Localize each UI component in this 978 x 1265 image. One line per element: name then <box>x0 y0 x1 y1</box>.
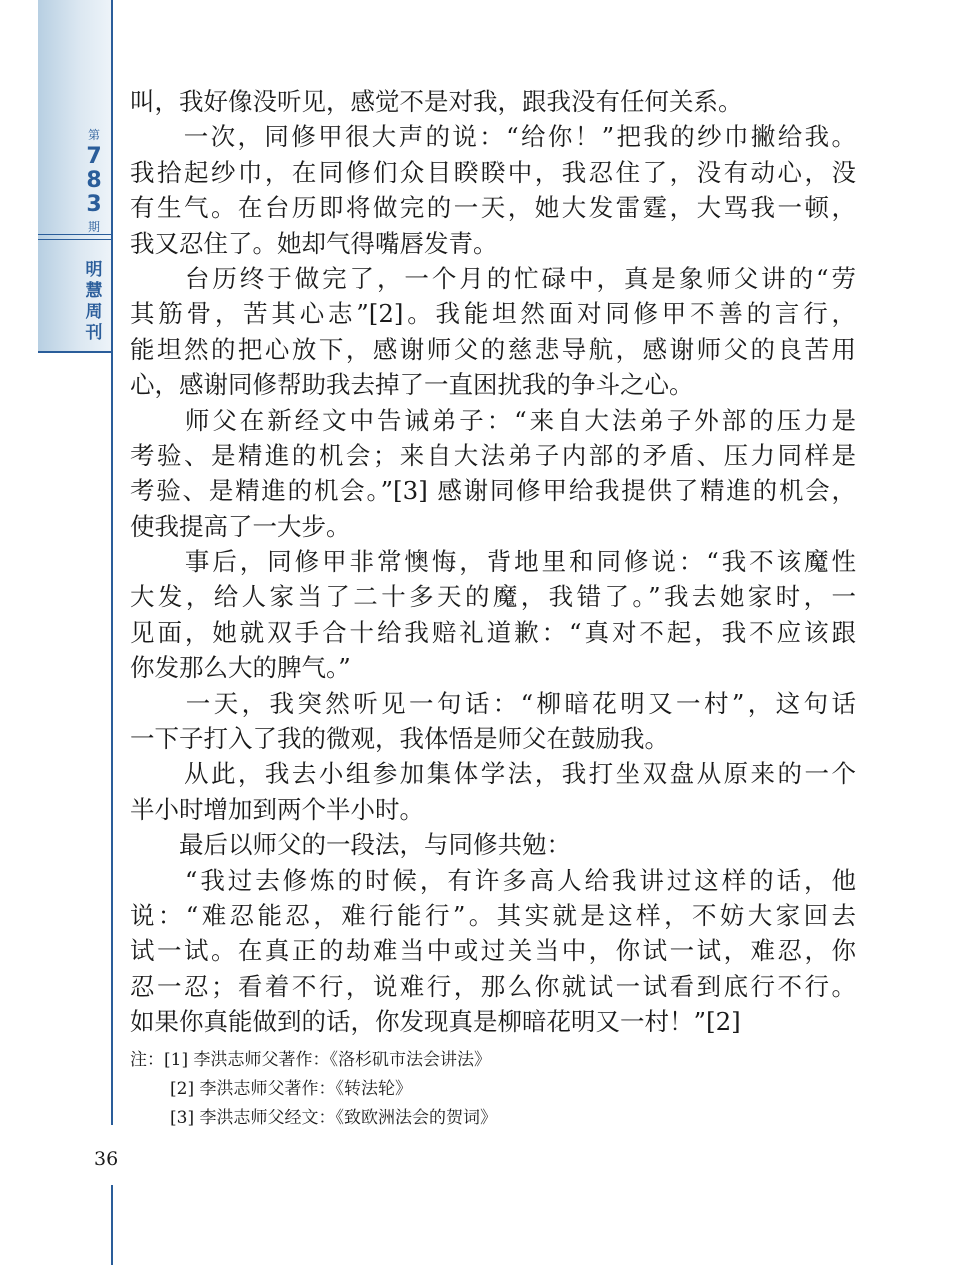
body-line: 一下子打入了我的微观，我体悟是师父在鼓励我。 <box>130 724 669 754</box>
body-line: 你发那么大的脾气。” <box>130 653 351 683</box>
body-line: 一天，我突然听见一句话：“柳暗花明又一村”，这句话 <box>130 688 856 718</box>
footnote: [2] 李洪志师父著作：《转法轮》 <box>170 1079 412 1099</box>
body-line: 叫，我好像没听见，感觉不是对我，跟我没有任何关系。 <box>130 87 743 116</box>
body-line: 如果你真能做到的话，你发现真是柳暗花明又一村！”[2] <box>130 1007 741 1037</box>
body-line: 台历终于做完了，一个月的忙碌中，真是象师父讲的“劳 <box>130 263 856 293</box>
body-line: 试一试。在真正的劫难当中或过关当中，你试一试，难忍，你 <box>130 936 856 966</box>
body-line: 我拾起纱巾，在同修们众目睽睽中，我忍住了，没有动心，没 <box>130 157 856 187</box>
magazine-name-char: 慧 <box>85 281 103 301</box>
footnote: [3] 李洪志师父经文：《致欧洲法会的贺词》 <box>170 1108 497 1128</box>
body-line: 说：“难忍能忍，难行能行”。其实就是这样，不妨大家回去 <box>130 900 856 930</box>
body-line: 从此，我去小组参加集体学法，我打坐双盘从原来的一个 <box>130 759 856 789</box>
magazine-name-char: 明 <box>85 260 103 280</box>
body-line: 忍一忍；看着不行，说难行，那么你就试一试看到底行不行。 <box>130 971 856 1001</box>
issue-suffix: 期 <box>87 220 100 234</box>
issue-digit: 8 <box>86 168 102 193</box>
body-line: 最后以师父的一段法，与同修共勉： <box>130 830 571 860</box>
body-line: 心，感谢同修帮助我去掉了一直困扰我的争斗之心。 <box>130 370 694 400</box>
body-line: “我过去修炼的时候，有许多高人给我讲过这样的话，他 <box>130 865 856 895</box>
body-line: 我又忍住了。她却气得嘴唇发青。 <box>130 228 498 258</box>
body-line: 使我提高了一大步。 <box>130 511 351 541</box>
sidebar-bottom-line <box>38 351 113 353</box>
magazine-name-char: 刊 <box>85 323 103 343</box>
body-line: 其筋骨，苦其心志”[2]。我能坦然面对同修甲不善的言行， <box>130 299 856 329</box>
issue-digit: 3 <box>86 192 102 217</box>
body-line: 一次，同修甲很大声的说：“给你！”把我的纱巾撇给我。 <box>130 122 856 152</box>
issue-prefix: 第 <box>87 128 100 142</box>
body-line: 大发，给人家当了二十多天的魔，我错了。”我去她家时，一 <box>130 582 856 612</box>
footnote: 注：[1] 李洪志师父著作：《洛杉矶市法会讲法》 <box>130 1050 491 1070</box>
sidebar-divider <box>38 239 112 240</box>
body-line: 考验、是精進的机会。”[3] 感谢同修甲给我提供了精進的机会， <box>130 476 856 506</box>
magazine-name-char: 周 <box>85 302 103 322</box>
sidebar-border-line <box>111 0 113 1125</box>
body-line: 师父在新经文中告诫弟子：“来自大法弟子外部的压力是 <box>130 405 856 435</box>
footnotes <box>130 1046 497 1133</box>
issue-digit: 7 <box>86 144 102 169</box>
body-line: 有生气。在台历即将做完的一天，她大发雷霆，大骂我一顿， <box>130 193 856 223</box>
body-line: 考验、是精進的机会；来自大法弟子内部的矛盾、压力同样是 <box>130 440 856 470</box>
page-number: 36 <box>94 1148 119 1170</box>
body-line: 半小时增加到两个半小时。 <box>130 794 424 824</box>
body-line: 见面，她就双手合十给我赔礼道歉：“真对不起，我不应该跟 <box>130 617 856 647</box>
article-body <box>130 84 856 1040</box>
body-line: 事后，同修甲非常懊悔，背地里和同修说：“我不该魔性 <box>130 547 856 577</box>
sidebar-border-line-lower <box>111 1185 113 1265</box>
body-line: 能坦然的把心放下，感谢师父的慈悲导航，感谢师父的良苦用 <box>130 334 856 364</box>
